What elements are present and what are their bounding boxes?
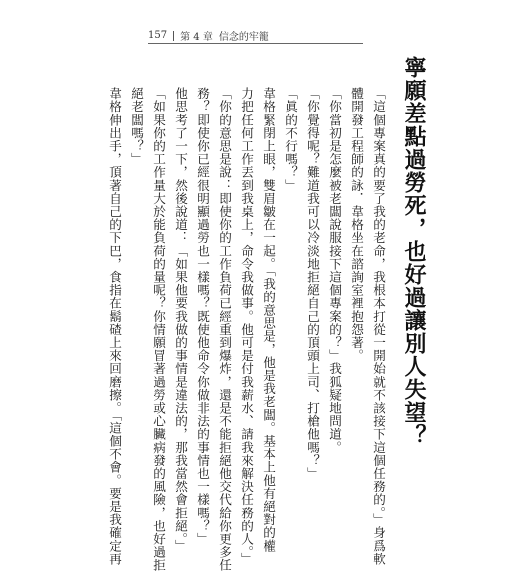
text-column-1: 「這個專案真的要了我的老命，我根本打從一開始就不該接下這個任務的。」身爲軟 (371, 87, 386, 566)
running-header (148, 28, 269, 43)
text-column-5: 「眞的不行嗎？」 (283, 87, 298, 192)
text-column-12: 絕老闆嗎？」 (129, 87, 144, 166)
page-number: 157 (148, 30, 168, 41)
text-column-10: 他思考了一下，然後說道：「如果他要我做的事情是違法的，那我當然會拒絕。」 (173, 87, 188, 553)
text-column-4: 「你覺得呢？難道我可以冷淡地拒絕自己的頂頭上司、打槍他嗎？」 (305, 87, 320, 480)
chapter-number: 第 4 章 (180, 32, 213, 43)
text-column-7: 力把任何工作丟到我桌上，命令我做事。他可是付我薪水、請我來解決任務的人。」 (239, 87, 254, 566)
chapter-title: 信念的牢籠 (218, 32, 269, 43)
header-rule (148, 43, 363, 44)
text-column-2: 體開發工程師的詠．韋格坐在諮詢室裡抱怨著。 (349, 87, 364, 363)
text-column-9: 務？即使你已經很明顯過勞也一樣嗎？既使他命令你做非法的事情也一樣嗎？」 (195, 87, 210, 546)
section-title: 寧願差點過勞死，也好過讓別人失望？ (401, 56, 427, 447)
text-column-8: 「你的意思是說：即使你的工作負荷已經重到爆炸，還是不能拒絕他交代給你更多任 (217, 87, 232, 572)
text-column-6: 韋格緊閉上眼，雙眉皺在一起。「我的意思是，他是我老闆。基本上他有絕對的權 (261, 87, 276, 553)
text-column-11: 「如果你的工作量大於能負荷的量呢？你情願冒著過勞或心臟病發的風險，也好過拒 (151, 87, 166, 572)
header-separator (173, 31, 174, 41)
text-column-3: 「你當初是怎麼被老闆說服接下這個專案的？」我狐疑地問道。 (327, 87, 342, 454)
text-column-13: 韋格伸出手，頂著自己的下巴，食指在鬍碴上來回磨擦。「這個不會。要是我確定再 (107, 87, 122, 566)
